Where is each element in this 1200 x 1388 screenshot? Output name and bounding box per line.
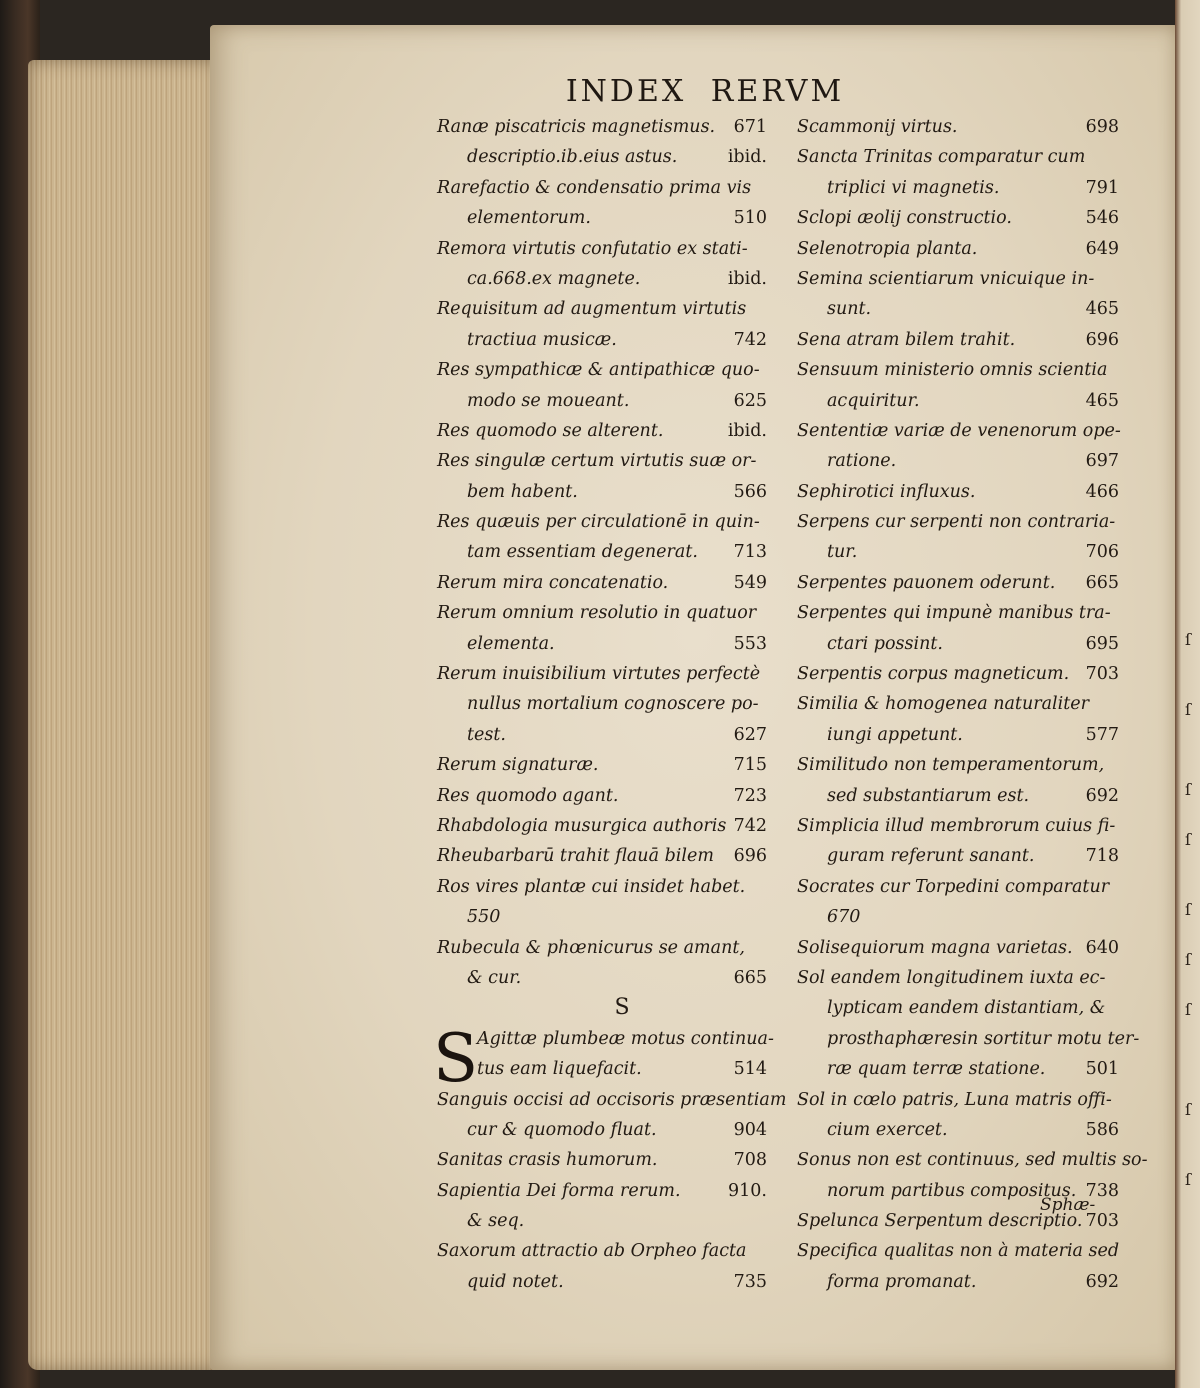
index-entry-line [797, 112, 1119, 142]
index-entry-line [437, 416, 767, 446]
index-entry-line [437, 1206, 767, 1236]
index-entry-text: sunt. [827, 299, 872, 320]
index-entry [437, 355, 767, 416]
index-entry-line [797, 294, 1119, 324]
index-entry-text: elementa. [467, 633, 555, 654]
index-entry [437, 446, 767, 507]
index-entry-line [797, 1145, 1148, 1175]
index-entry-line [437, 1176, 767, 1206]
index-entry-text: & seq. [467, 1211, 525, 1232]
index-entry-text: Spelunca Serpentum descriptio. [797, 1211, 1083, 1232]
index-entry-text: Socrates cur Torpedini comparatur [797, 876, 1110, 897]
index-entry [797, 811, 1119, 872]
index-entry-line [797, 355, 1119, 385]
index-entry-line [437, 386, 767, 416]
index-entry-text: Specifica qualitas non à materia sed [797, 1241, 1120, 1262]
index-entry-line [437, 872, 767, 902]
index-entry-line [437, 264, 767, 294]
index-entry [797, 264, 1119, 325]
index-entry-line [437, 1236, 767, 1266]
index-entry-line [797, 264, 1119, 294]
index-page-number: 718 [1085, 846, 1119, 867]
index-entry-text: nullus mortalium cognoscere po- [467, 694, 759, 715]
index-entry [797, 325, 1119, 355]
index-entry-text: Rerum mira concatenatio. [437, 572, 669, 593]
index-page-number: 708 [733, 1150, 767, 1171]
index-page-number: ibid. [727, 420, 767, 441]
index-page-number: 791 [1085, 177, 1119, 198]
index-entry-text: tractiua musicæ. [467, 329, 617, 350]
index-entry-line [437, 234, 767, 264]
index-entry-line [437, 720, 767, 750]
index-entry [437, 173, 767, 234]
index-entry-line [437, 1054, 767, 1084]
index-entry-line [797, 142, 1119, 172]
index-page-number: 577 [1085, 724, 1119, 745]
index-entry-text: iungi appetunt. [827, 724, 963, 745]
index-entry-text: Serpentis corpus magneticum. [797, 664, 1070, 685]
show-through-glyph: ſ [1185, 700, 1191, 719]
index-entry [797, 142, 1119, 203]
next-page-edge [1175, 0, 1200, 1388]
index-entry-text: Sanitas crasis humorum. [437, 1150, 658, 1171]
index-entry-text: Sonus non est continuus, sed multis so- [797, 1150, 1148, 1171]
index-entry-line [797, 902, 1119, 932]
page-edges [28, 60, 220, 1370]
index-entry-text: descriptio.ib.eius astus. [467, 147, 678, 168]
index-entry-line [797, 537, 1119, 567]
index-entry-line [797, 933, 1119, 963]
index-entry [437, 659, 767, 750]
index-entry-text: Serpentes qui impunè manibus tra- [797, 603, 1111, 624]
index-entry-text: acquiritur. [827, 390, 920, 411]
index-entry-text: norum partibus compositus. [827, 1180, 1077, 1201]
index-page-number: 703 [1085, 664, 1119, 685]
index-entry-text: Res quomodo se alterent. [437, 420, 664, 441]
index-entry-text: tur. [827, 542, 858, 563]
index-entry-line [437, 446, 767, 476]
index-entry-text: Rerum inuisibilium virtutes perfectè [437, 664, 761, 685]
index-entry-line [437, 507, 767, 537]
index-entry-text: cur & quomodo fluat. [467, 1119, 657, 1140]
index-entry-text: Saxorum attractio ab Orpheo facta [437, 1241, 747, 1262]
index-entry-line [797, 477, 1119, 507]
index-page-number: 713 [733, 542, 767, 563]
index-entry-line [437, 629, 767, 659]
index-page-number: 738 [1085, 1180, 1119, 1201]
index-entry-line [437, 963, 767, 993]
index-entry-text: Scammonij virtus. [797, 117, 958, 137]
index-page-number: 546 [1085, 208, 1119, 229]
index-entry-text: Sententiæ variæ de venenorum ope- [797, 420, 1121, 441]
index-entry-text: Simplicia illud membrorum cuius fi- [797, 815, 1116, 836]
index-entry-line [797, 993, 1119, 1023]
catchword: Sphæ- [1040, 1195, 1096, 1215]
index-page-number: 696 [733, 846, 767, 867]
index-page-number: 671 [733, 117, 767, 137]
running-head-word: RERVM [710, 74, 845, 109]
index-entry-line [797, 1115, 1119, 1145]
index-entry-line [437, 142, 767, 172]
index-entry-line [437, 112, 767, 142]
index-entry-text: Agittæ plumbeæ motus continua- [477, 1028, 774, 1049]
index-entry-line [437, 203, 767, 233]
index-entry-line [797, 963, 1119, 993]
show-through-glyph: ſ [1185, 830, 1191, 849]
index-entry [437, 841, 767, 871]
index-entry-line [797, 872, 1119, 902]
index-entry-text: sed substantiarum est. [827, 785, 1030, 806]
index-page-number: 625 [733, 390, 767, 411]
index-entry-line [797, 841, 1119, 871]
index-entry-line [797, 1085, 1119, 1115]
index-page-number: 697 [1085, 451, 1119, 472]
show-through-glyph: ſ [1185, 630, 1191, 649]
index-entry [797, 872, 1119, 933]
index-page-number: 665 [733, 967, 767, 988]
index-entry-line [437, 1115, 767, 1145]
index-entry-text: 670 [827, 907, 861, 928]
index-entry-line [797, 1024, 1140, 1054]
index-entry [797, 1085, 1119, 1146]
index-entry-text: ctari possint. [827, 633, 943, 654]
index-entry-line [437, 689, 767, 719]
index-entry-text: Res quæuis per circulationē in quin- [437, 512, 760, 533]
index-entry-line [437, 568, 767, 598]
index-entry-line [797, 1054, 1119, 1084]
index-entry-text: triplici vi magnetis. [827, 177, 1000, 198]
index-entry-text: tus eam liquefacit. [477, 1059, 642, 1080]
index-entry [797, 750, 1119, 811]
section-letter: S [614, 995, 630, 1021]
index-entry-text: Res sympathicæ & antipathicæ quo- [437, 360, 760, 381]
dropcap-entry [433, 1019, 774, 1097]
index-entry [437, 294, 767, 355]
index-entry [437, 872, 767, 933]
show-through-glyph: ſ [1185, 1100, 1191, 1119]
index-page-number: 553 [733, 633, 767, 654]
index-entry-text: & cur. [467, 967, 522, 988]
index-entry-text: Rarefactio & condensatio prima vis [437, 177, 752, 198]
dropcap-letter: S [433, 1019, 479, 1097]
index-entry-text: Sanguis occisi ad occisoris præsentiam [437, 1089, 787, 1110]
index-entry-line [437, 1145, 767, 1175]
index-entry-text: tam essentiam degenerat. [467, 542, 698, 563]
index-entry-text: Rheubarbarū trahit flauā bilem [437, 846, 714, 867]
index-entry-line [797, 629, 1119, 659]
index-entry-line [797, 416, 1119, 446]
index-entry-line [437, 1267, 767, 1297]
index-entry-line [437, 477, 767, 507]
index-column-right [797, 112, 1148, 1297]
index-entry-line [797, 720, 1119, 750]
index-entry-line [437, 294, 767, 324]
index-entry-line [437, 1085, 787, 1115]
index-entry [797, 355, 1119, 416]
index-page-number: 510 [733, 208, 767, 229]
index-entry [797, 689, 1119, 750]
index-entry-line [437, 1024, 774, 1054]
index-entry-text: Ros vires plantæ cui insidet habet. [437, 876, 746, 897]
index-entry-text: Semina scientiarum vnicuique in- [797, 268, 1095, 289]
index-entry-text: Sephirotici influxus. [797, 481, 976, 502]
index-entry-text: Rhabdologia musurgica authoris [437, 815, 727, 836]
index-entry-text: Sensuum ministerio omnis scientia [797, 360, 1108, 381]
index-page-number: 466 [1085, 481, 1119, 502]
show-through-glyph: ſ [1185, 1170, 1191, 1189]
index-entry-line [797, 568, 1119, 598]
index-entry-text: bem habent. [467, 481, 578, 502]
index-entry [797, 963, 1140, 1085]
show-through-glyph: ſ [1185, 900, 1191, 919]
index-page-number: 904 [733, 1119, 767, 1140]
index-entry-line [437, 173, 767, 203]
index-entry-text: guram referunt sanant. [827, 846, 1035, 867]
index-page-number: 695 [1085, 633, 1119, 654]
index-entry-line [437, 355, 767, 385]
index-entry-line [797, 659, 1119, 689]
index-page-number: 649 [1085, 238, 1119, 259]
index-entry-text: test. [467, 724, 506, 745]
index-entry-line [797, 598, 1119, 628]
index-entry [797, 659, 1119, 689]
index-entry-text: forma promanat. [827, 1271, 977, 1292]
index-entry [437, 234, 767, 295]
index-entry-text: Requisitum ad augmentum virtutis [437, 299, 747, 320]
index-entry [797, 477, 1119, 507]
index-entry-line [797, 811, 1119, 841]
index-entry-line [797, 750, 1119, 780]
index-page-number: 586 [1085, 1119, 1119, 1140]
index-page-number: 566 [733, 481, 767, 502]
index-entry-line [437, 781, 767, 811]
index-entry-line [437, 598, 767, 628]
index-entry-line [797, 173, 1119, 203]
index-entry-line [797, 234, 1119, 264]
index-entry-text: Res singulæ certum virtutis suæ or- [437, 451, 757, 472]
index-entry-line [437, 811, 767, 841]
index-entry-text: Sena atram bilem trahit. [797, 329, 1016, 350]
index-entry-line [797, 446, 1119, 476]
index-entry [437, 811, 767, 841]
index-entry-text: Sclopi æolij constructio. [797, 208, 1012, 229]
index-entry [797, 933, 1119, 963]
index-page-number: 514 [733, 1059, 767, 1080]
index-page-number: ibid. [727, 147, 767, 168]
index-entry-line [437, 841, 767, 871]
index-entry-text: lypticam eandem distantiam, & [827, 998, 1106, 1019]
index-entry [437, 142, 767, 172]
running-head-word: INDEX [565, 74, 687, 109]
index-entry [437, 781, 767, 811]
index-entry-text: Similia & homogenea naturaliter [797, 694, 1089, 715]
index-entry [437, 507, 767, 568]
index-page-number: 742 [733, 329, 767, 350]
index-entry [437, 933, 767, 994]
index-page-number: 910. [728, 1180, 767, 1201]
index-entry-line [797, 1236, 1119, 1266]
index-entry [437, 1145, 767, 1175]
index-entry-text: Ranæ piscatricis magnetismus. [437, 117, 716, 137]
index-page-number: 665 [1085, 572, 1119, 593]
index-entry-line [797, 203, 1119, 233]
index-entry [437, 1206, 767, 1236]
index-entry [437, 1236, 767, 1297]
index-page-number: 501 [1085, 1059, 1119, 1080]
index-page-number: 465 [1085, 299, 1119, 320]
index-page-number: 549 [733, 572, 767, 593]
index-entry-text: Sancta Trinitas comparatur cum [797, 147, 1086, 168]
index-page-number: 640 [1085, 937, 1119, 958]
index-entry-text: Rerum omnium resolutio in quatuor [437, 603, 757, 624]
show-through-glyph: ſ [1185, 780, 1191, 799]
index-entry-text: Serpens cur serpenti non contraria- [797, 512, 1116, 533]
index-page-number: 735 [733, 1271, 767, 1292]
index-entry-text: 550 [467, 907, 501, 928]
index-entry-line [797, 781, 1119, 811]
index-entry [797, 112, 1119, 142]
index-entry-text: prosthaphæresin sortitur motu ter- [827, 1028, 1140, 1049]
index-entry-text: Rubecula & phœnicurus se amant, [437, 937, 745, 958]
index-entry-text: elementorum. [467, 208, 591, 229]
index-entry [437, 112, 767, 142]
index-entry-text: Similitudo non temperamentorum, [797, 755, 1105, 776]
index-page-number: 698 [1085, 117, 1119, 137]
index-entry-line [437, 750, 767, 780]
index-entry-text: cium exercet. [827, 1119, 948, 1140]
running-head [455, 74, 955, 109]
index-entry [797, 598, 1119, 659]
index-entry-line [797, 386, 1119, 416]
index-entry-line [437, 537, 767, 567]
index-page-number: 465 [1085, 390, 1119, 411]
index-entry-text: ræ quam terræ statione. [827, 1059, 1046, 1080]
index-entry [437, 598, 767, 659]
index-entry-line [797, 507, 1119, 537]
index-entry-line [437, 902, 767, 932]
index-page-number: 715 [733, 755, 767, 776]
index-entry-text: Serpentes pauonem oderunt. [797, 572, 1056, 593]
index-page-number: 706 [1085, 542, 1119, 563]
index-entry-line [437, 659, 767, 689]
index-column-left [433, 112, 787, 1297]
index-page-number: 742 [733, 815, 767, 836]
index-page-number: 723 [733, 785, 767, 806]
index-entry-text: ratione. [827, 451, 897, 472]
index-entry-line [437, 325, 767, 355]
index-page-number: 703 [1085, 1211, 1119, 1232]
index-page-number: 696 [1085, 329, 1119, 350]
show-through-glyph: ſ [1185, 1000, 1191, 1019]
index-entry-line [797, 1267, 1119, 1297]
index-entry [437, 750, 767, 780]
index-entry-text: Remora virtutis confutatio ex stati- [437, 238, 748, 259]
index-entry [437, 416, 767, 446]
index-entry [437, 1176, 767, 1206]
index-entry [797, 1236, 1119, 1297]
index-entry-text: Selenotropia planta. [797, 238, 978, 259]
index-page-number: 692 [1085, 785, 1119, 806]
index-entry-line [437, 933, 767, 963]
index-entry [797, 203, 1119, 233]
index-entry-text: modo se moueant. [467, 390, 630, 411]
index-page-number: ibid. [727, 268, 767, 289]
index-entry-text: ca.668.ex magnete. [467, 268, 641, 289]
index-page-number: 627 [733, 724, 767, 745]
index-entry [797, 416, 1119, 477]
index-entry [797, 568, 1119, 598]
index-entry-text: Sol eandem longitudinem iuxta ec- [797, 967, 1106, 988]
index-entry [797, 507, 1119, 568]
index-page-number: 692 [1085, 1271, 1119, 1292]
index-entry [797, 234, 1119, 264]
index-entry [437, 1085, 787, 1146]
index-entry-text: Sol in cœlo patris, Luna matris offi- [797, 1089, 1112, 1110]
index-entry-text: Solisequiorum magna varietas. [797, 937, 1073, 958]
index-entry-text: Res quomodo agant. [437, 785, 619, 806]
index-entry-text: Sapientia Dei forma rerum. [437, 1180, 681, 1201]
index-entry-text: quid notet. [467, 1271, 564, 1292]
index-entry-text: Rerum signaturæ. [437, 755, 599, 776]
index-entry [437, 568, 767, 598]
show-through-glyph: ſ [1185, 950, 1191, 969]
index-entry-line [797, 325, 1119, 355]
index-entry-line [797, 689, 1119, 719]
